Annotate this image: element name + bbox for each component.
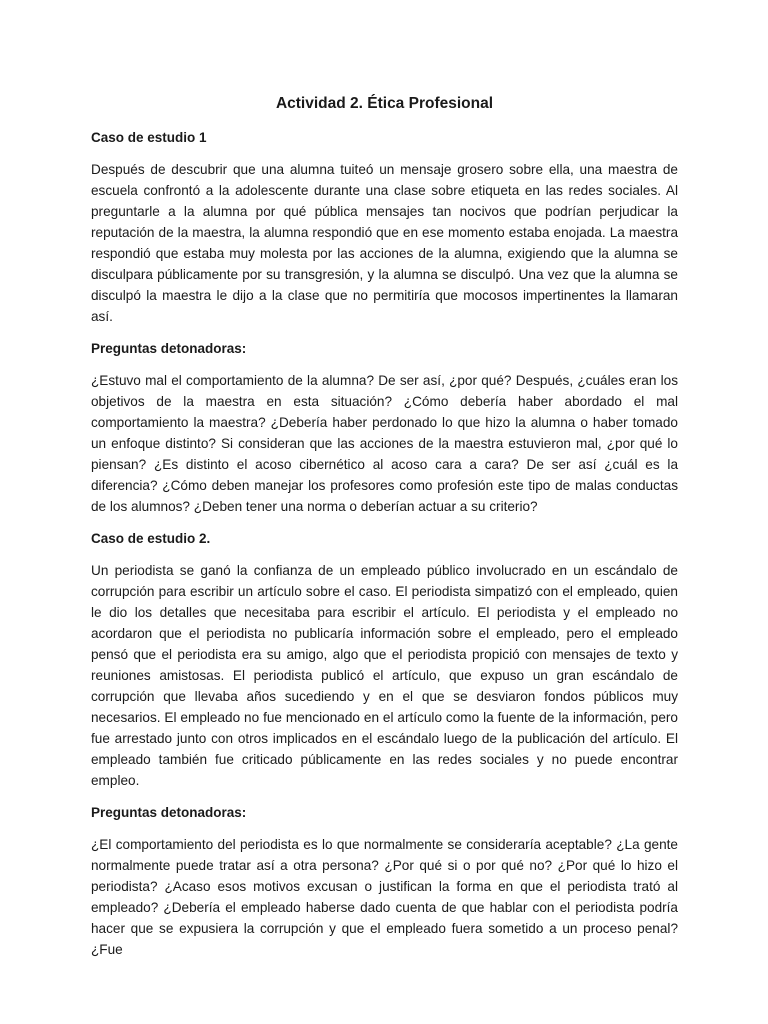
case2-heading: Caso de estudio 2.	[91, 531, 211, 546]
case1-heading: Caso de estudio 1	[91, 130, 207, 145]
case2-questions: ¿El comportamiento del periodista es lo que normalmente se consideraría aceptable? ¿La gente normalmente puede tratar así a otra persona? ¿Por qué si o por qué no? ¿Por qué lo hizo el periodista? ¿Acaso esos motivos excusan o justifican la forma en que el periodista trató al empleado? ¿Debería el empleado haberse dado cuenta de que hablar con el periodista podría hacer que se expusiera la corrupción y que el empleado fuera sometido a un proceso penal? ¿Fue	[91, 837, 678, 957]
case1-body: Después de descubrir que una alumna tuiteó un mensaje grosero sobre ella, una maestra de escuela confrontó a la adolescente durante una clase sobre etiqueta en las redes sociales. Al preguntarle a la alumna por qué pública mensajes tan nocivos que podrían perjudicar la reputación de la maestra, la alumna respondió que en ese momento estaba enojada. La maestra respondió que estaba muy molesta por las acciones de la alumna, exigiendo que la alumna se disculpara públicamente por su transgresión, y la alumna se disculpó. Una vez que la alumna se disculpó la maestra le dijo a la clase que no permitiría que mocosos impertinentes la llamaran así.	[91, 162, 678, 324]
document-page	[91, 94, 678, 972]
case1-questions: ¿Estuvo mal el comportamiento de la alumna? De ser así, ¿por qué? Después, ¿cuáles eran los objetivos de la maestra en esta situación? ¿Cómo debería haber abordado el mal comportamiento la maestra? ¿Debería haber perdonado lo que hizo la alumna o haber tomado un enfoque distinto? Si consideran que las acciones de la maestra estuvieron mal, ¿por qué lo piensan? ¿Es distinto el acoso cibernético al acoso cara a cara? De ser así ¿cuál es la diferencia? ¿Cómo deben manejar los profesores como profesión este tipo de malas conductas de los alumnos? ¿Deben tener una norma o deberían actuar a su criterio?	[91, 373, 678, 514]
document-title: Actividad 2. Ética Profesional	[275, 95, 494, 112]
case2-questions-heading: Preguntas detonadoras:	[91, 805, 247, 820]
case1-questions-heading: Preguntas detonadoras:	[91, 341, 247, 356]
case2-body: Un periodista se ganó la confianza de un empleado público involucrado en un escándalo de corrupción para escribir un artículo sobre el caso. El periodista simpatizó con el empleado, quien le dio los detalles que necesitaba para escribir el artículo. El periodista y el empleado no acordaron que el periodista no publicaría información sobre el empleado, pero el empleado pensó que el periodista era su amigo, algo que el periodista propició con mensajes de texto y reuniones amistosas. El periodista publicó el artículo, que expuso un gran escándalo de corrupción que llevaba años sucediendo y en el que se desviaron fondos públicos muy necesarios. El empleado no fue mencionado en el artículo como la fuente de la información, pero fue arrestado junto con otros implicados en el escándalo luego de la publicación del artículo. El empleado también fue criticado públicamente en las redes sociales y no puede encontrar empleo.	[91, 563, 678, 788]
